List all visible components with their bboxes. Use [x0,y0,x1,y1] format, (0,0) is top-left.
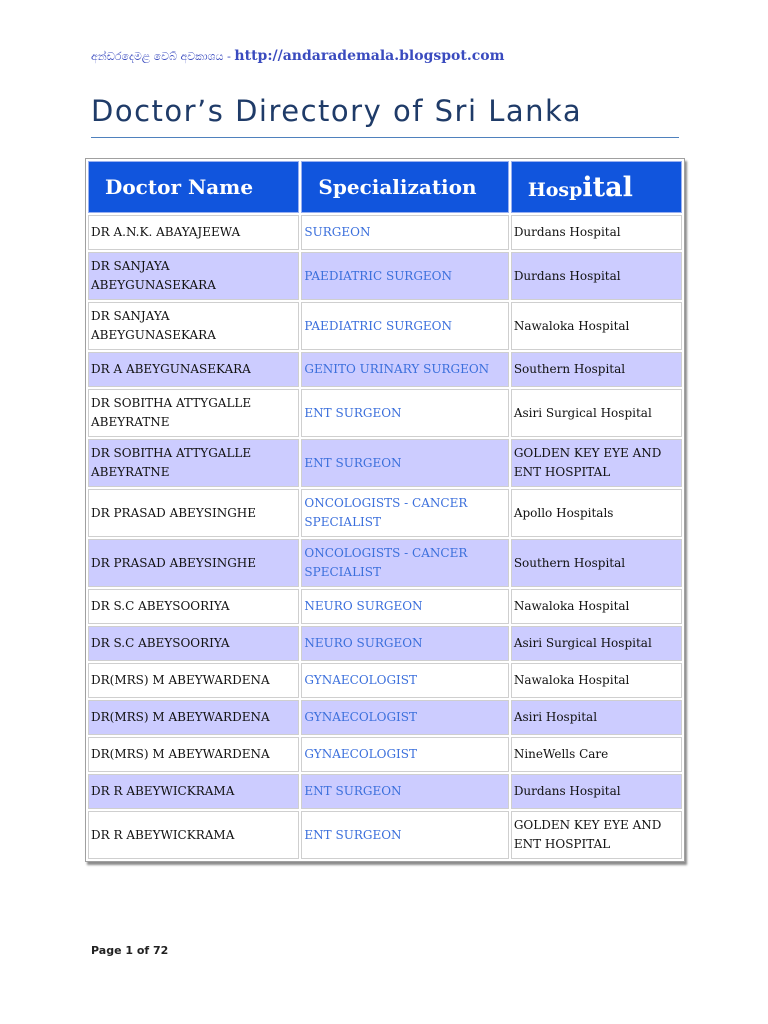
specialization-cell: SURGEON [301,215,508,250]
table-row [88,539,682,587]
column-header-hospital [511,161,682,213]
table-row [88,252,682,300]
hospital-cell: Apollo Hospitals [511,489,682,537]
table-row [88,589,682,624]
doctor-name-cell: DR PRASAD ABEYSINGHE [88,489,299,537]
hospital-cell: Durdans Hospital [511,252,682,300]
title-divider [91,137,679,138]
table-row [88,215,682,250]
page-current: 1 [125,944,134,957]
table-row [88,737,682,772]
page-prefix: Page [91,944,126,957]
hospital-cell: Durdans Hospital [511,215,682,250]
doctor-name-cell: DR(MRS) M ABEYWARDENA [88,737,299,772]
site-name: අන්ඩරදෙමළ වෙබ් අවකාශය - [91,50,235,63]
doctor-name-cell: DR(MRS) M ABEYWARDENA [88,700,299,735]
doctor-name-cell: DR R ABEYWICKRAMA [88,811,299,859]
specialization-cell: NEURO SURGEON [301,626,508,661]
specialization-cell: NEURO SURGEON [301,589,508,624]
doctor-name-cell: DR SANJAYA ABEYGUNASEKARA [88,252,299,300]
specialization-cell: GYNAECOLOGIST [301,700,508,735]
specialization-cell: ENT SURGEON [301,439,508,487]
doctor-directory-table [85,158,685,862]
column-header-hospital-part1: Hosp [527,178,583,201]
table-row [88,352,682,387]
table-row [88,700,682,735]
hospital-cell: Asiri Surgical Hospital [511,626,682,661]
hospital-cell: NineWells Care [511,737,682,772]
table-row [88,439,682,487]
site-header [91,48,504,64]
specialization-cell: ENT SURGEON [301,774,508,809]
hospital-cell: Southern Hospital [511,352,682,387]
table-row [88,626,682,661]
doctor-name-cell: DR SANJAYA ABEYGUNASEKARA [88,302,299,350]
doctor-name-cell: DR(MRS) M ABEYWARDENA [88,663,299,698]
table-header-row [88,161,682,213]
doctor-name-cell: DR S.C ABEYSOORIYA [88,626,299,661]
site-url-link[interactable]: http://andarademala.blogspot.com [234,48,505,64]
hospital-cell: GOLDEN KEY EYE AND ENT HOSPITAL [511,439,682,487]
hospital-cell: GOLDEN KEY EYE AND ENT HOSPITAL [511,811,682,859]
doctor-name-cell: DR PRASAD ABEYSINGHE [88,539,299,587]
page-total: 72 [153,944,169,957]
hospital-cell: Nawaloka Hospital [511,589,682,624]
specialization-cell: GYNAECOLOGIST [301,737,508,772]
specialization-cell: PAEDIATRIC SURGEON [301,252,508,300]
column-header-specialization: Specialization [301,161,508,213]
doctor-name-cell: DR A.N.K. ABAYAJEEWA [88,215,299,250]
specialization-cell: GYNAECOLOGIST [301,663,508,698]
hospital-cell: Durdans Hospital [511,774,682,809]
specialization-cell: GENITO URINARY SURGEON [301,352,508,387]
specialization-cell: PAEDIATRIC SURGEON [301,302,508,350]
specialization-cell: ENT SURGEON [301,389,508,437]
hospital-cell: Asiri Hospital [511,700,682,735]
specialization-cell: ONCOLOGISTS - CANCER SPECIALIST [301,539,508,587]
page-number [91,944,168,957]
doctor-name-cell: DR S.C ABEYSOORIYA [88,589,299,624]
doctor-name-cell: DR R ABEYWICKRAMA [88,774,299,809]
table-row [88,302,682,350]
page-of: of [133,944,154,957]
table-row [88,774,682,809]
specialization-cell: ONCOLOGISTS - CANCER SPECIALIST [301,489,508,537]
hospital-cell: Asiri Surgical Hospital [511,389,682,437]
doctor-name-cell: DR A ABEYGUNASEKARA [88,352,299,387]
column-header-hospital-part2: ital [582,171,633,203]
hospital-cell: Nawaloka Hospital [511,302,682,350]
table-row [88,489,682,537]
table-row [88,389,682,437]
doctor-name-cell: DR SOBITHA ATTYGALLE ABEYRATNE [88,389,299,437]
doctor-name-cell: DR SOBITHA ATTYGALLE ABEYRATNE [88,439,299,487]
table-row [88,663,682,698]
specialization-cell: ENT SURGEON [301,811,508,859]
column-header-doctor-name: Doctor Name [88,161,299,213]
hospital-cell: Nawaloka Hospital [511,663,682,698]
hospital-cell: Southern Hospital [511,539,682,587]
document-title: Doctor’s Directory of Sri Lanka [91,94,583,128]
table-row [88,811,682,859]
